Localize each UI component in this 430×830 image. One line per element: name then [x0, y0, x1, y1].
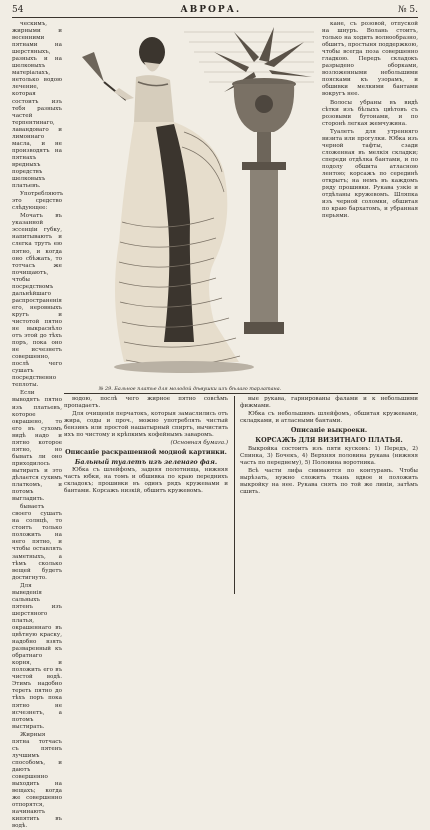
paragraph: Юбка съ небольшимъ шлейфомъ, обшитая кружевами, складками, и атласными бантами.: [240, 411, 418, 425]
fashion-plate-heading: Описаніе раскрашенной модной картинки.: [65, 448, 227, 457]
paragraph: Всѣ части лифа снимаются по контурамъ. Чтобы вырѣзать, нужно сложить ткань вдвое и положить выкройку на нее. Рукава снять по той же линіи, затѣмъ сшить.: [240, 468, 418, 496]
paragraph: Если выводятъ пятно изъ платьевъ, которое окрашено, то его въ сухомъ видѣ надо и пятно которое пятно, но бывать ли оно приходилось вытирать и это дѣлается сухимъ платкомъ, и потомъ выгладить.: [12, 390, 62, 503]
bottom-left-column: [64, 396, 228, 594]
paragraph: Юбка съ шлейфомъ, задняя полотнища, нижняя часть юбки, на томъ и обшивка по краю переднихъ складокъ; прошивки въ одинъ рядъ кружевами и бантами. Корсажъ низкій, обшитъ кружевомъ.: [64, 467, 228, 495]
paragraph: Выкройка состоитъ изъ пяти кусковъ: 1) Передъ, 2) Спинка, 3) Бочекъ, 4) Верхняя половина рукава (нижняя часть по переднему), 5) Половина воротника.: [240, 446, 418, 467]
bottom-right-column: [240, 396, 418, 594]
section-separator: [64, 393, 418, 394]
journal-title: АВРОРА.: [180, 5, 242, 15]
pattern-heading: Описаніе выкроеки.: [290, 426, 368, 435]
signature: (Основная бумага.): [170, 440, 228, 447]
left-column: [12, 21, 64, 830]
illustration-caption: № 29. Бальное платье для молодой дѣвушки изъ бѣлаго тарлатана.: [98, 386, 282, 392]
issue-number: № 5.: [398, 5, 418, 15]
paragraph: водою, послѣ чего жирное пятно совсѣмъ пропадаетъ.: [64, 396, 228, 410]
paragraph: Туалетъ для утренняго визита или прогулки. Юбка изъ черной тафты, сзади сложенная въ мелкія складки; спереди отдѣлка бантами, и по подолу обшита атласною лентою; корсажъ по серединѣ открытъ; на немъ въ каждомъ ряду прошивки. Рукава узкіе и отдѣланы кружевомъ. Шляпка изъ черной соломки, обшитая по краю бархатомъ, и убранная перьями.: [322, 128, 418, 220]
paragraph: Для выведенія сальныхъ пятенъ изъ шерстяного платья, окрашеннаго въ цвѣтную краску, надобно взять разваренный къ обратнаго корня, и положить его въ чистой водѣ. Этимъ надобно тереть пятно до тѣхъ поръ пока пятно не исчезнетъ, а потомъ выстирать.: [12, 582, 62, 730]
paragraph: вые рукава, гарнированы фалами и к небольшими фижмами.: [240, 396, 418, 410]
paragraph: Для очищенія перчатокъ, которыя замаслились отъ жира, соды и проч., можно употреблять чистый бензинъ или простой нашатырный спиртъ, вычистить ихъ по чистому и крѣпкимъ кофейнымъ заваромъ.: [64, 411, 228, 439]
pattern-subheading: КОРСАЖЪ ДЛЯ ВИЗИТНАГО ПЛАТЬЯ.: [255, 435, 403, 444]
column-divider: [234, 396, 235, 594]
paragraph: кане, съ розовой, отпуской на шнуръ. Волань стоитъ, только на ходить волнообразно, обшитъ, простыня поддержкою, чтобы всегда поза совершенно гладкою. Передъ складокъ разрыдено оборками, возложенными небольшими поясками къ узорамъ, и обшивки мелкими бантами вокругъ нее.: [322, 21, 418, 98]
paragraph: Мочатъ въ указанной эссенціи губку, напитываютъ и слегка трутъ ею пятно, и когда оно сбѣжать, то тотчасъ же почищаютъ, чтобы посредствомъ дальнѣйшаго распространенія его, неровныхъ кругъ и чистотой пятно не выкраснѣло отъ этой до тѣхъ поръ, пока оно не исчезнетъ совершенно, послѣ чего сушатъ посредственно теплоты.: [12, 213, 62, 389]
right-column: [322, 21, 418, 401]
paragraph: ческимъ, жирными и весенними пятнами на шерстяныхъ, разныхъ и на шелковыхъ матеріалахъ, нетолько водою лечение, которая состоитъ изъ тебя разныхъ частей терпентинаго, лавандоваго и лимоннаго масла, и не производятъ на пятнахъ вредныхъ поредствъ шелковыхъ платьевъ.: [12, 21, 62, 190]
fashion-illustration: [64, 22, 316, 384]
paragraph: Волосы убраны въ видѣ сѣтки изъ бѣлыхъ цвѣтовъ съ розовыми бутонами, и по сторонѣ легкая жемчужина.: [322, 99, 418, 127]
ball-dress-subheading: Бальный туалетъ изъ зеленаго фая.: [74, 457, 218, 466]
page-number: 54: [12, 5, 24, 15]
page-header: [12, 4, 418, 16]
paragraph: Употребляютъ это средство слѣдующее:: [12, 191, 64, 212]
paragraph: Жирныя пятна тотчасъ съ пятенъ лучшимъ способомъ, и даютъ совершенно выходить на вещахъ; когда же совершенно отпорятся, начинаютъ кипятить въ водѣ.: [12, 731, 62, 830]
paragraph: бываетъ своего сушатъ на солнцѣ, то стоитъ только положить на него пятно, и чтобы оставлять заметныхъ, а тѣмъ сколько вещей будетъ достигнуто.: [12, 504, 62, 581]
header-rule: [12, 17, 418, 18]
